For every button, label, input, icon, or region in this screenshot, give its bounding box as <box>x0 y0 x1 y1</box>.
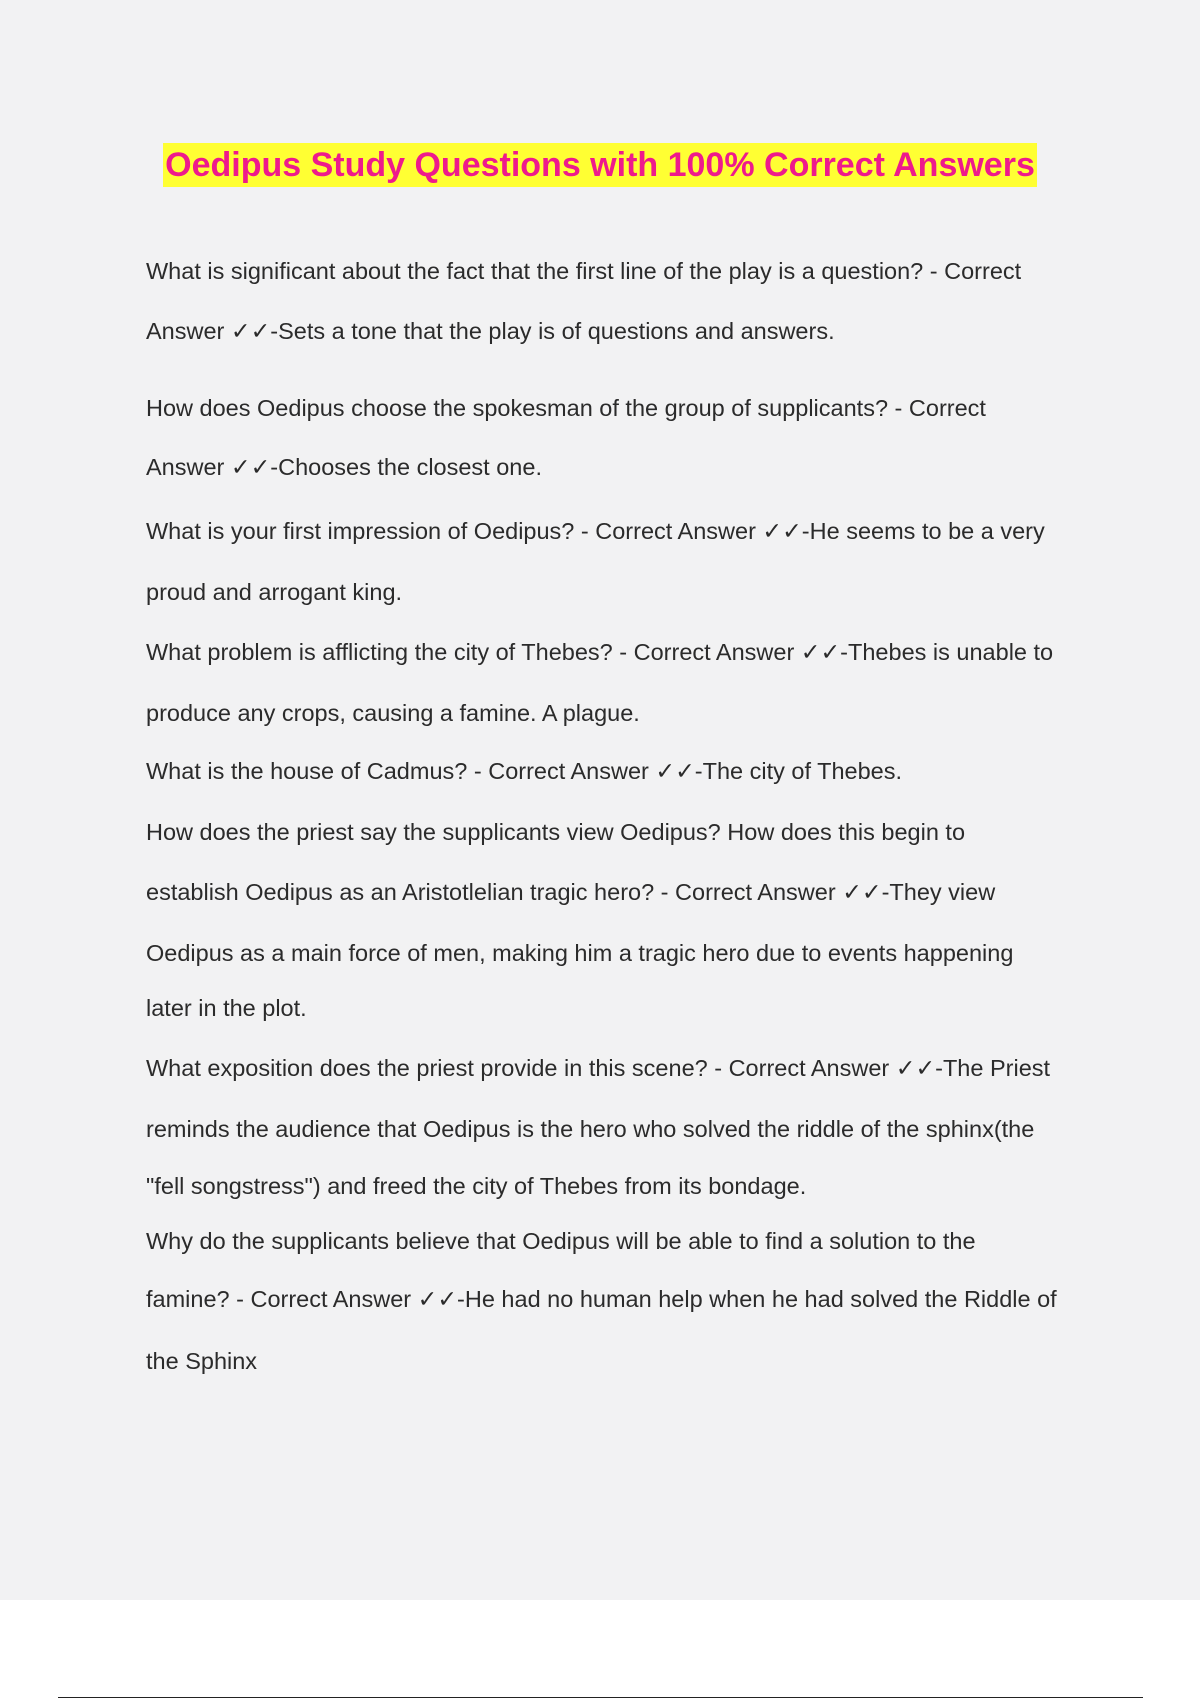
qa-line: famine? - Correct Answer ✓✓-He had no human help when he had solved the Riddle of <box>146 1286 1057 1312</box>
qa-line: Answer ✓✓-Chooses the closest one. <box>146 454 542 480</box>
qa-line: "fell songstress") and freed the city of Thebes from its bondage. <box>146 1173 807 1199</box>
footer-divider <box>58 1697 1143 1698</box>
qa-line: What problem is afflicting the city of Thebes? - Correct Answer ✓✓-Thebes is unable to <box>146 639 1054 665</box>
qa-line: What exposition does the priest provide in this scene? - Correct Answer ✓✓-The Priest <box>146 1055 1051 1081</box>
qa-line: What is significant about the fact that the first line of the play is a question? - Correct <box>146 258 1022 284</box>
qa-line: Why do the supplicants believe that Oedipus will be able to find a solution to the <box>146 1228 976 1254</box>
qa-line: produce any crops, causing a famine. A plague. <box>146 700 640 726</box>
qa-line: What is the house of Cadmus? - Correct Answer ✓✓-The city of Thebes. <box>146 758 903 784</box>
qa-line: the Sphinx <box>146 1348 258 1374</box>
qa-line: How does Oedipus choose the spokesman of the group of supplicants? - Correct <box>146 395 986 421</box>
qa-line: proud and arrogant king. <box>146 579 403 605</box>
qa-line: Answer ✓✓-Sets a tone that the play is of questions and answers. <box>146 318 835 344</box>
qa-line: establish Oedipus as an Aristotlelian tragic hero? - Correct Answer ✓✓-They view <box>146 879 996 905</box>
document-title: Oedipus Study Questions with 100% Correct Answers <box>163 143 1037 187</box>
qa-line: reminds the audience that Oedipus is the hero who solved the riddle of the sphinx(the <box>146 1116 1035 1142</box>
qa-line: How does the priest say the supplicants view Oedipus? How does this begin to <box>146 819 966 845</box>
qa-line: What is your first impression of Oedipus? - Correct Answer ✓✓-He seems to be a very <box>146 518 1045 544</box>
qa-line: later in the plot. <box>146 995 307 1021</box>
qa-line: Oedipus as a main force of men, making him a tragic hero due to events happening <box>146 940 1014 966</box>
title-container <box>0 143 1200 187</box>
